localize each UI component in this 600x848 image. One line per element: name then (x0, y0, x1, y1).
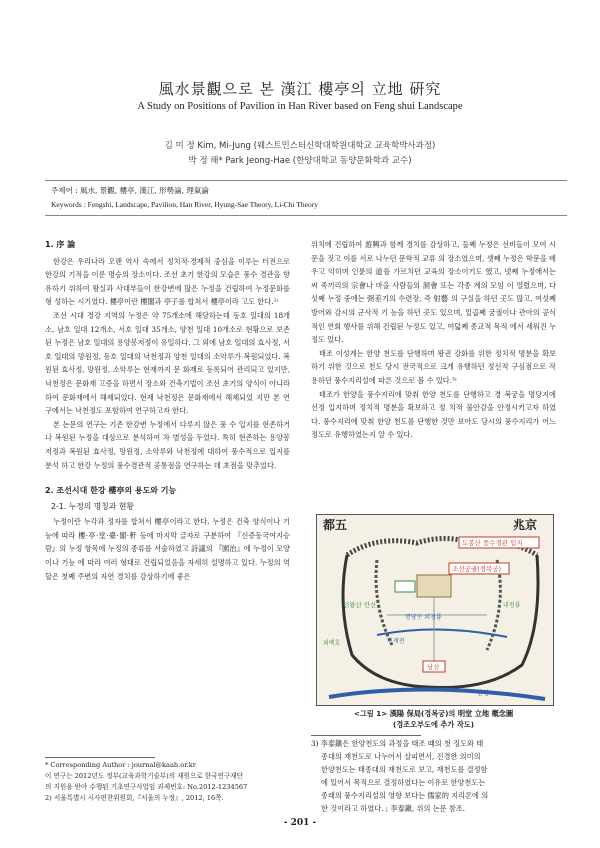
author-1: 김 미 정 Kim, Mi-Jung (웨스트민스터신학대학원대학교 교육학박사과정) (164, 141, 436, 151)
map-header-left: 都五 (323, 518, 348, 532)
map-drawing (317, 515, 553, 705)
map-label-namsan: 남산 (427, 663, 440, 671)
keywords-english: Keywords : Fengshi, Landscape, Pavilion, Han River, Hyung-Sae Theory, Li-Chi Theory (51, 200, 319, 209)
page-number: - 201 - (283, 818, 317, 828)
keyword-box (45, 180, 567, 216)
paragraph: 위치에 건립하여 遊興과 함께 경치를 감상하고, 둘째 누정은 선비들이 모여 시문을 짓고 이를 서로 나누던 문학적 교류 의 장소였으며, 셋째 누정은 학문을 배우고 익히며 인륜의 道를 가르치던 교육의 장소이기도 했고, 넷째 누정에서는 씨 족끼리의 宗會나 마을 사람들의 洞會 또는 각종 계의 모임 이 열렸으며, 다섯째 누정 중에는 弼差기의 수련장, 즉 射藝 의 구실을 하던 곳도 많고, 여섯째 방어와 감시의 군사적 기 능을 하던 곳도 있으며, 일곱째 궁궐이나 관아의 공식적인 연회 행사를 위해 건립된 누정도 있고, 여덟째 종교적 목적 에서 세워진 누정도 있다. (311, 240, 557, 345)
left-footnotes: * Corresponding Author : journal@kaah.or.kr 이 연구는 2012년도 정부(교육과학기술부)의 재원으로 한국연구재단 의 지원을 받아 수행된 기초연구사업임 과제번호: No.2012-1234567 2) 서울특별시 시사편찬위원회,『서울의 누정』, 2012, 16쪽. (45, 761, 248, 802)
map-label-inwangsan: 인왕산 안산 (343, 601, 377, 609)
title-english: A Study on Positions of Pavilion in Han River based on Feng shui Landscape (137, 101, 463, 112)
right-column (311, 238, 556, 442)
subsection-2-1-heading: 2-1. 누정의 명칭과 현황 (51, 501, 134, 511)
left-column (45, 238, 290, 583)
section-2-heading: 2. 조선시대 한강 樓亭의 용도와 기능 (45, 486, 177, 496)
section-1-heading: 1. 序 論 (45, 240, 76, 249)
map-label-oebaekho: 외백호 (323, 640, 341, 647)
figure-hanyang-map (316, 514, 554, 706)
map-label-cheonggyecheon: 청계천 (387, 638, 405, 645)
paragraph: 조선 시대 경강 지역의 누정은 약 75개소에 해당하는데 동호 일대의 18개소, 남호 일대 12개소, 서호 일대 35개소, 양천 일대 10개소로 현황으로 보존된 누정은 남호 일대의 용양봉저정이 유일하다. 그 외에 남호 일대의 효사정, 서호 일대의 망원정, 동호 일대의 낙천정과 양천 일대의 소악루가 복원되었다. 복원된 효사정, 망원정, 소악루는 현재까지 문 화재로 등록되어 관리되고 있지만, 낙천정은 문화재 고증을 하면서 장소와 건축기법이 조선 초기의 양식이 아니라 하여 문화재에서 해제되었다. 현재 낙천정은 문화재에서 해제되었 지만 본 연구에서는 낙천정도 포함하여 연구하고자 한다. (45, 310, 291, 416)
map-label-palace: 조선궁궐(경복궁) (452, 565, 502, 573)
paragraph: 태조가 한양을 풍수지리에 맞춰 한양 천도를 단행하고 경 복궁을 명당지에 선정 입지하며 정치적 명분을 확보하고 정 치적 불안감을 안정시키고자 하였다. 풍수지리에 맞춰 한양 천도를 단행한 것만 보아도 당시의 풍수지리가 어느 정도로 유행하였는지 알 수 있다. (311, 389, 556, 440)
map-label-hangang: 한강 (477, 689, 490, 697)
paragraph: 태조 이성계는 한양 천도를 단행하며 왕권 강화를 위한 정치적 명분을 확보하기 위한 것으로 천도 당시 전국적으로 크게 유행하던 정신적 구심점으로 작용하던 풍수지리설에 따른 것으로 볼 수 있다.³⁾ (311, 348, 556, 385)
title-korean: 風水景觀으로 본 漢江 樓亭의 立地 硏究 (158, 80, 442, 98)
river-han (329, 689, 545, 699)
figure-caption: <그림 1> 漢陽 保局(경복궁)의 明堂 立地 概念圖 (경조오부도에 추가 작도) (353, 709, 514, 729)
paragraph: 누정이란 누각과 정자를 합쳐서 樓亭이라고 한다. 누정은 건축 양식이나 기능에 따라 樓·亭·堂·臺·閣·軒 등에 마지막 글자로 구분하여 『신증동국여지승람』의 누정 항목에 누정의 종류를 서술하였고 詩議의 『園治』에 누정이 모양이나 기능 에 따라 여러 형태로 건립되었음을 자세히 설명하고 있다. 누정의 역할은 첫째 주변의 자연 경치를 감상하기에 좋은 (45, 517, 290, 581)
footnote-divider (45, 757, 155, 758)
right-footnote-3: 3) 李泰鎭은 한양천도의 과정을 태조 때의 첫 징도와 태 종대의 재천도로 나누어서 살피면서, 진경한 의미의 한양천도는 태종대의 재천도로 보고, 재천도를 결정함 에 있어서 목적으로 결정하였다는 이유로 한양천도는 종래의 풍수지리설의 영향 보다는 儒家的 지리론에 의 한 것이라고 하였다. ; 李泰鎭, 위의 논문 참조. (311, 739, 489, 813)
paragraph: 본 논문의 연구는 기존 한강변 누정에서 다루지 않은 풍 수 입지를 현존하거나 복원된 누정을 대상으로 분석하여 차 별성을 두었다. 특히 현존하는 용양봉저정과 복원된 효사정, 망원정, 소악루와 낙천정에 대하여 풍수적으로 입지를 분석 하고 한강 누정의 풍수경관적 공통점을 연구하는 데 초점을 맞추었다. (45, 419, 291, 470)
map-header-right: 兆京 (513, 518, 538, 532)
map-label-dobongsan: 도봉산 풍수경관 입지 (462, 539, 523, 547)
author-2: 박 정 해* Park Jeong-Hae (한양대학교 동양문화학과 교수) (188, 156, 412, 166)
map-label-naecheongryong: 내청룡 (503, 602, 521, 609)
palace-block (417, 575, 451, 597)
keywords-korean: 주제어 : 風水, 景觀, 樓亭, 漢江, 形勢論, 理氣論 (51, 186, 209, 195)
paragraph: 한강은 우리나라 오랜 역사 속에서 정치적·경제적 중심을 이루는 터전으로 한강의 기적을 이룬 명승의 장소이다. 조선 초기 한강의 모습은 풍수 경관을 향유하기 위하여 왕실과 사대부들이 한강변에 많은 누정을 건립하여 누정문화를 형 성하는 시기였다. 樓亭이란 樓閣과 亭子를 합쳐서 樓亭이라 고도 한다.²⁾ (45, 256, 290, 307)
stream-cheonggye (377, 629, 507, 637)
footnote-divider-right (311, 735, 421, 736)
map-label-myeongdangsu: 명당수 외청룡 (405, 614, 442, 621)
